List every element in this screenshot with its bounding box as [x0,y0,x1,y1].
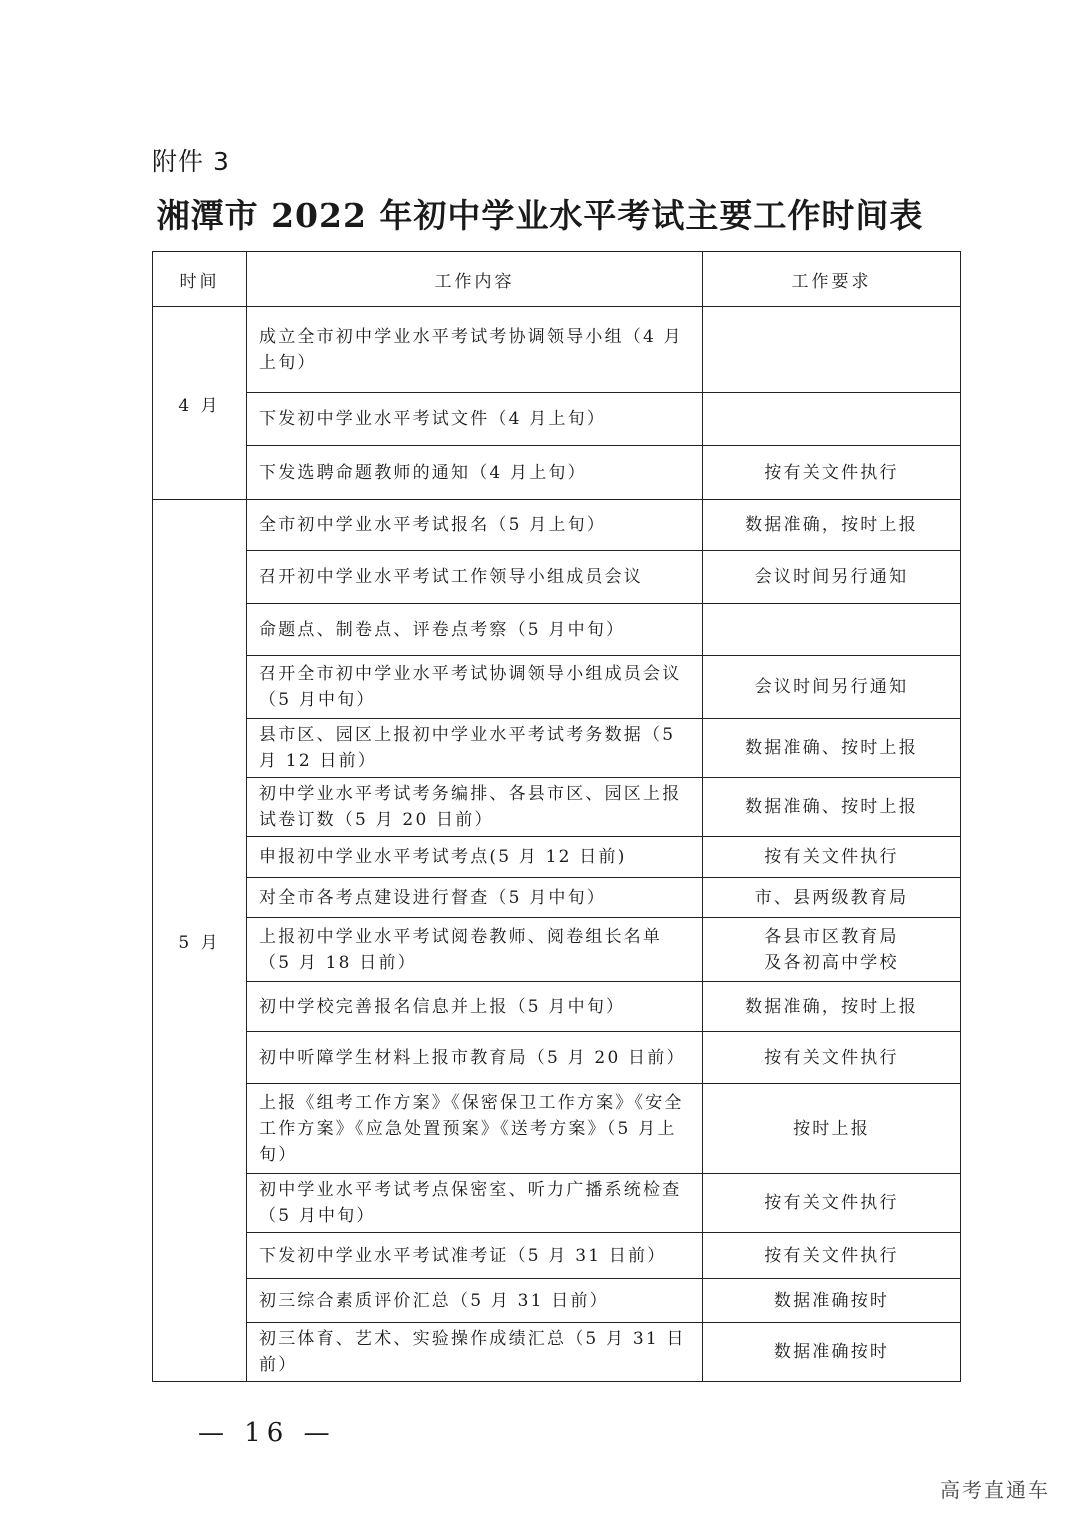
task-cell: 召开初中学业水平考试工作领导小组成员会议 [247,551,703,604]
task-cell: 命题点、制卷点、评卷点考察（5 月中旬） [247,604,703,656]
task-cell: 县市区、园区上报初中学业水平考试考务数据（5 月 12 日前） [247,719,703,778]
requirement-cell: 市、县两级教育局 [703,878,961,918]
table-row [153,719,961,778]
table-row [153,778,961,837]
page-number: — 16 — [198,1418,336,1448]
task-cell: 召开全市初中学业水平考试协调领导小组成员会议（5 月中旬） [247,656,703,719]
table-row [153,500,961,551]
table-row [153,1174,961,1233]
attachment-label: 附件 3 [152,147,230,176]
table-row [153,604,961,656]
table-row [153,656,961,719]
task-cell: 初中学业水平考试考务编排、各县市区、园区上报试卷订数（5 月 20 日前） [247,778,703,837]
time-cell-may: 5 月 [153,500,247,1382]
requirement-cell: 数据准确，按时上报 [703,500,961,551]
watermark-label: 高考直通车 [940,1478,1050,1502]
requirement-cell [703,393,961,446]
table-row [153,1032,961,1084]
header-task: 工作内容 [247,252,703,307]
requirement-cell: 数据准确、按时上报 [703,778,961,837]
task-cell: 全市初中学业水平考试报名（5 月上旬） [247,500,703,551]
requirement-cell: 按有关文件执行 [703,1032,961,1084]
task-cell: 初三体育、艺术、实验操作成绩汇总（5 月 31 日前） [247,1323,703,1382]
requirement-cell: 会议时间另行通知 [703,551,961,604]
table-row [153,393,961,446]
requirement-cell: 会议时间另行通知 [703,656,961,719]
requirement-cell: 数据准确，按时上报 [703,982,961,1032]
task-cell: 上报初中学业水平考试阅卷教师、阅卷组长名单（5 月 18 日前） [247,918,703,982]
task-cell: 下发初中学业水平考试文件（4 月上旬） [247,393,703,446]
requirement-cell: 按有关文件执行 [703,1233,961,1279]
table-row [153,446,961,500]
requirement-cell: 数据准确按时 [703,1279,961,1323]
table-row [153,551,961,604]
page-title: 湘潭市 2022 年初中学业水平考试主要工作时间表 [156,196,924,235]
table-row [153,837,961,878]
table-row [153,307,961,393]
requirement-cell [703,604,961,656]
header-time: 时间 [153,252,247,307]
task-cell: 初中学校完善报名信息并上报（5 月中旬） [247,982,703,1032]
table-row [153,918,961,982]
task-cell: 对全市各考点建设进行督查（5 月中旬） [247,878,703,918]
requirement-cell: 数据准确、按时上报 [703,719,961,778]
task-cell: 下发选聘命题教师的通知（4 月上旬） [247,446,703,500]
task-cell: 初中听障学生材料上报市教育局（5 月 20 日前） [247,1032,703,1084]
schedule-table [152,251,961,1382]
table-row [153,1323,961,1382]
task-cell: 申报初中学业水平考试考点(5 月 12 日前) [247,837,703,878]
requirement-cell: 按有关文件执行 [703,1174,961,1233]
task-cell: 成立全市初中学业水平考试考协调领导小组（4 月上旬） [247,307,703,393]
task-cell: 初三综合素质评价汇总（5 月 31 日前） [247,1279,703,1323]
requirement-cell: 按有关文件执行 [703,446,961,500]
requirement-cell: 数据准确按时 [703,1323,961,1382]
task-cell: 下发初中学业水平考试准考证（5 月 31 日前） [247,1233,703,1279]
requirement-cell: 按时上报 [703,1084,961,1174]
table-row [153,878,961,918]
requirement-cell: 各县市区教育局 及各初高中学校 [703,918,961,982]
table-row [153,1084,961,1174]
requirement-cell [703,307,961,393]
task-cell: 初中学业水平考试考点保密室、听力广播系统检查（5 月中旬） [247,1174,703,1233]
table-row [153,1233,961,1279]
requirement-cell: 按有关文件执行 [703,837,961,878]
header-requirement: 工作要求 [703,252,961,307]
table-row [153,982,961,1032]
table-row [153,1279,961,1323]
table-header-row [153,252,961,307]
task-cell: 上报《组考工作方案》《保密保卫工作方案》《安全工作方案》《应急处置预案》《送考方案》（5 月上旬） [247,1084,703,1174]
time-cell-april: 4 月 [153,307,247,500]
